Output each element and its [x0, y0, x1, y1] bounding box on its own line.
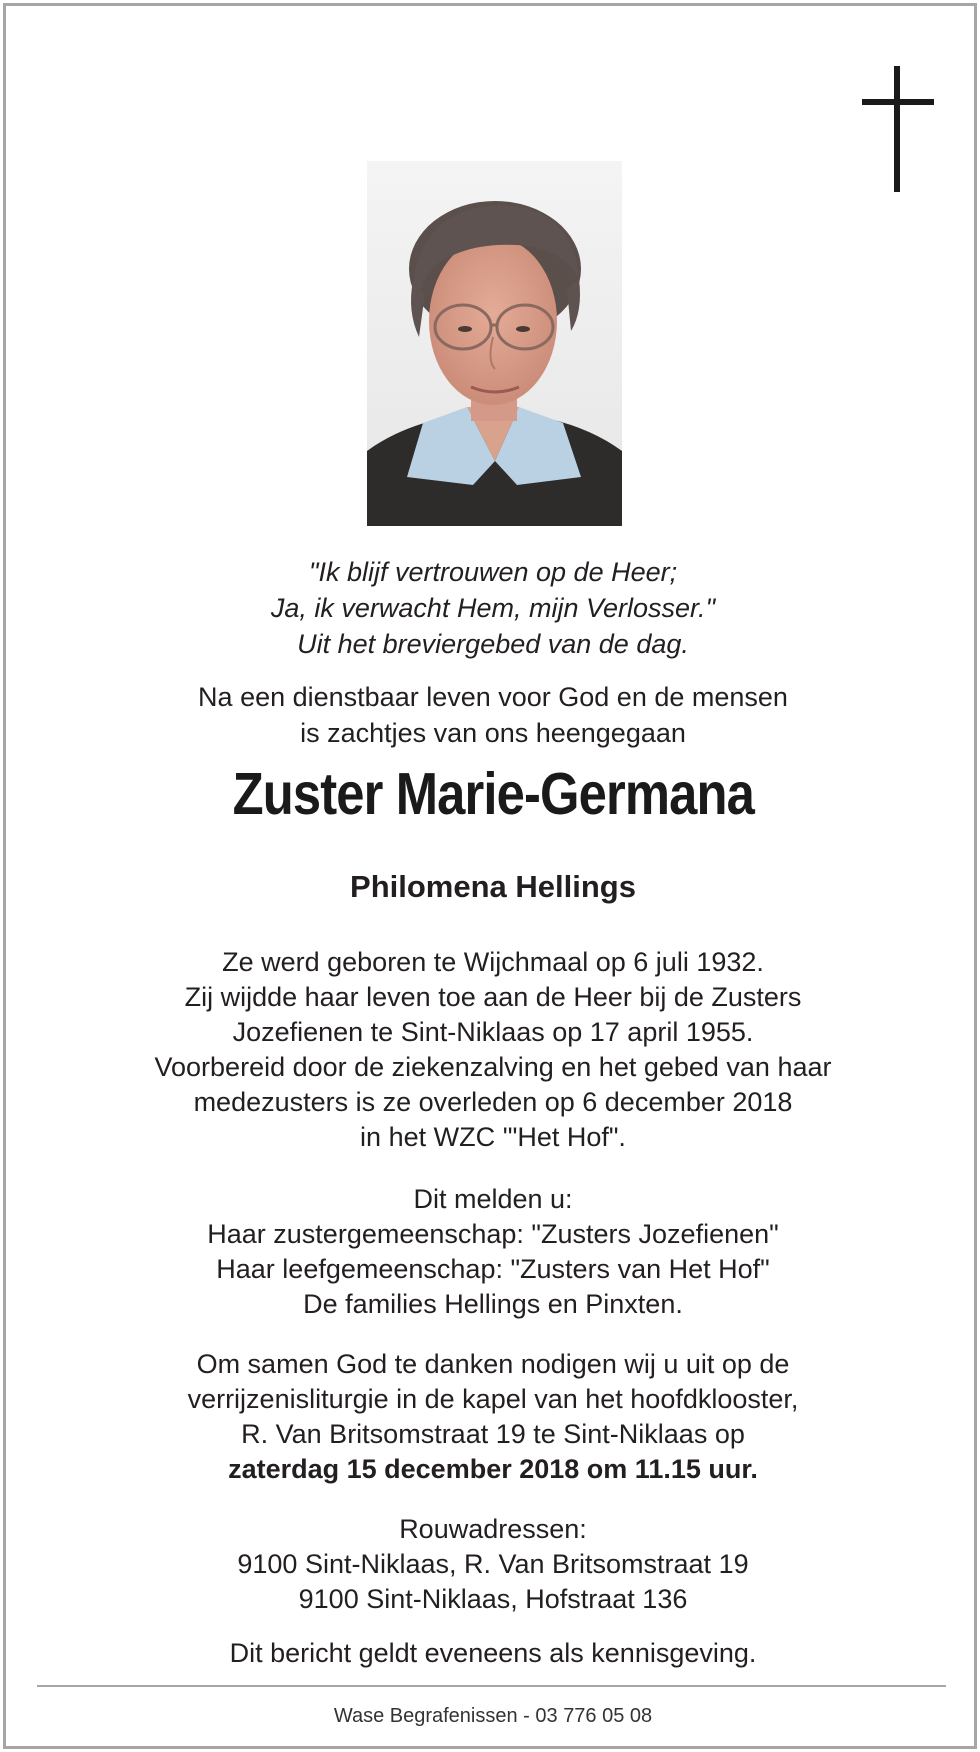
obituary-card	[3, 3, 977, 1749]
bio-line: medezusters is ze overleden op 6 december 2018	[193, 1087, 793, 1117]
address-line: 9100 Sint-Niklaas, R. Van Britsomstraat 19	[237, 1549, 749, 1579]
bio-line: Zij wijdde haar leven toe aan de Heer bij de Zusters	[184, 982, 802, 1012]
announcement-line: De families Hellings en Pinxten.	[303, 1289, 683, 1319]
intro-line: Na een dienstbaar leven voor God en de mensen	[198, 682, 788, 712]
announcement-line: Haar leefgemeenschap: "Zusters van Het Hof"	[216, 1254, 770, 1284]
civil-name: Philomena Hellings	[350, 869, 636, 904]
bio-line: Ze werd geboren te Wijchmaal op 6 juli 1932.	[222, 947, 764, 977]
biography-block	[6, 945, 980, 1155]
portrait-photo	[367, 161, 622, 526]
service-line: verrijzenisliturgie in de kapel van het hoofdklooster,	[187, 1384, 799, 1414]
religious-name: Zuster Marie-Germana	[232, 761, 754, 827]
service-datetime: zaterdag 15 december 2018 om 11.15 uur.	[228, 1454, 758, 1484]
quote-line: Ja, ik verwacht Hem, mijn Verlosser."	[270, 593, 716, 623]
footer-funeral-home: Wase Begrafenissen - 03 776 05 08	[333, 1705, 653, 1727]
intro-line: is zachtjes van ons heengegaan	[300, 718, 686, 748]
notice-text: Dit bericht geldt eveneens als kennisgeving.	[229, 1638, 757, 1668]
address-line: 9100 Sint-Niklaas, Hofstraat 136	[298, 1584, 688, 1614]
announcement-line: Dit melden u:	[413, 1184, 573, 1214]
intro-block	[6, 679, 980, 751]
cross-icon	[862, 66, 934, 192]
bio-line: in het WZC '"Het Hof".	[360, 1122, 626, 1152]
quote-line: "Ik blijf vertrouwen op de Heer;	[308, 557, 678, 587]
announcement-block	[6, 1182, 980, 1322]
quote-source: Uit het breviergebed van de dag.	[297, 629, 689, 659]
announcement-line: Haar zustergemeenschap: "Zusters Jozefienen"	[207, 1219, 779, 1249]
footer-divider	[37, 1685, 946, 1687]
quote-block	[6, 554, 980, 662]
addresses-heading: Rouwadressen:	[399, 1514, 587, 1544]
bio-line: Jozefienen te Sint-Niklaas op 17 april 1955.	[232, 1017, 754, 1047]
service-line: R. Van Britsomstraat 19 te Sint-Niklaas op	[241, 1419, 745, 1449]
bio-line: Voorbereid door de ziekenzalving en het gebed van haar	[154, 1052, 832, 1082]
service-line: Om samen God te danken nodigen wij u uit op de	[196, 1349, 790, 1379]
addresses-block	[6, 1512, 980, 1617]
service-block	[6, 1347, 980, 1487]
